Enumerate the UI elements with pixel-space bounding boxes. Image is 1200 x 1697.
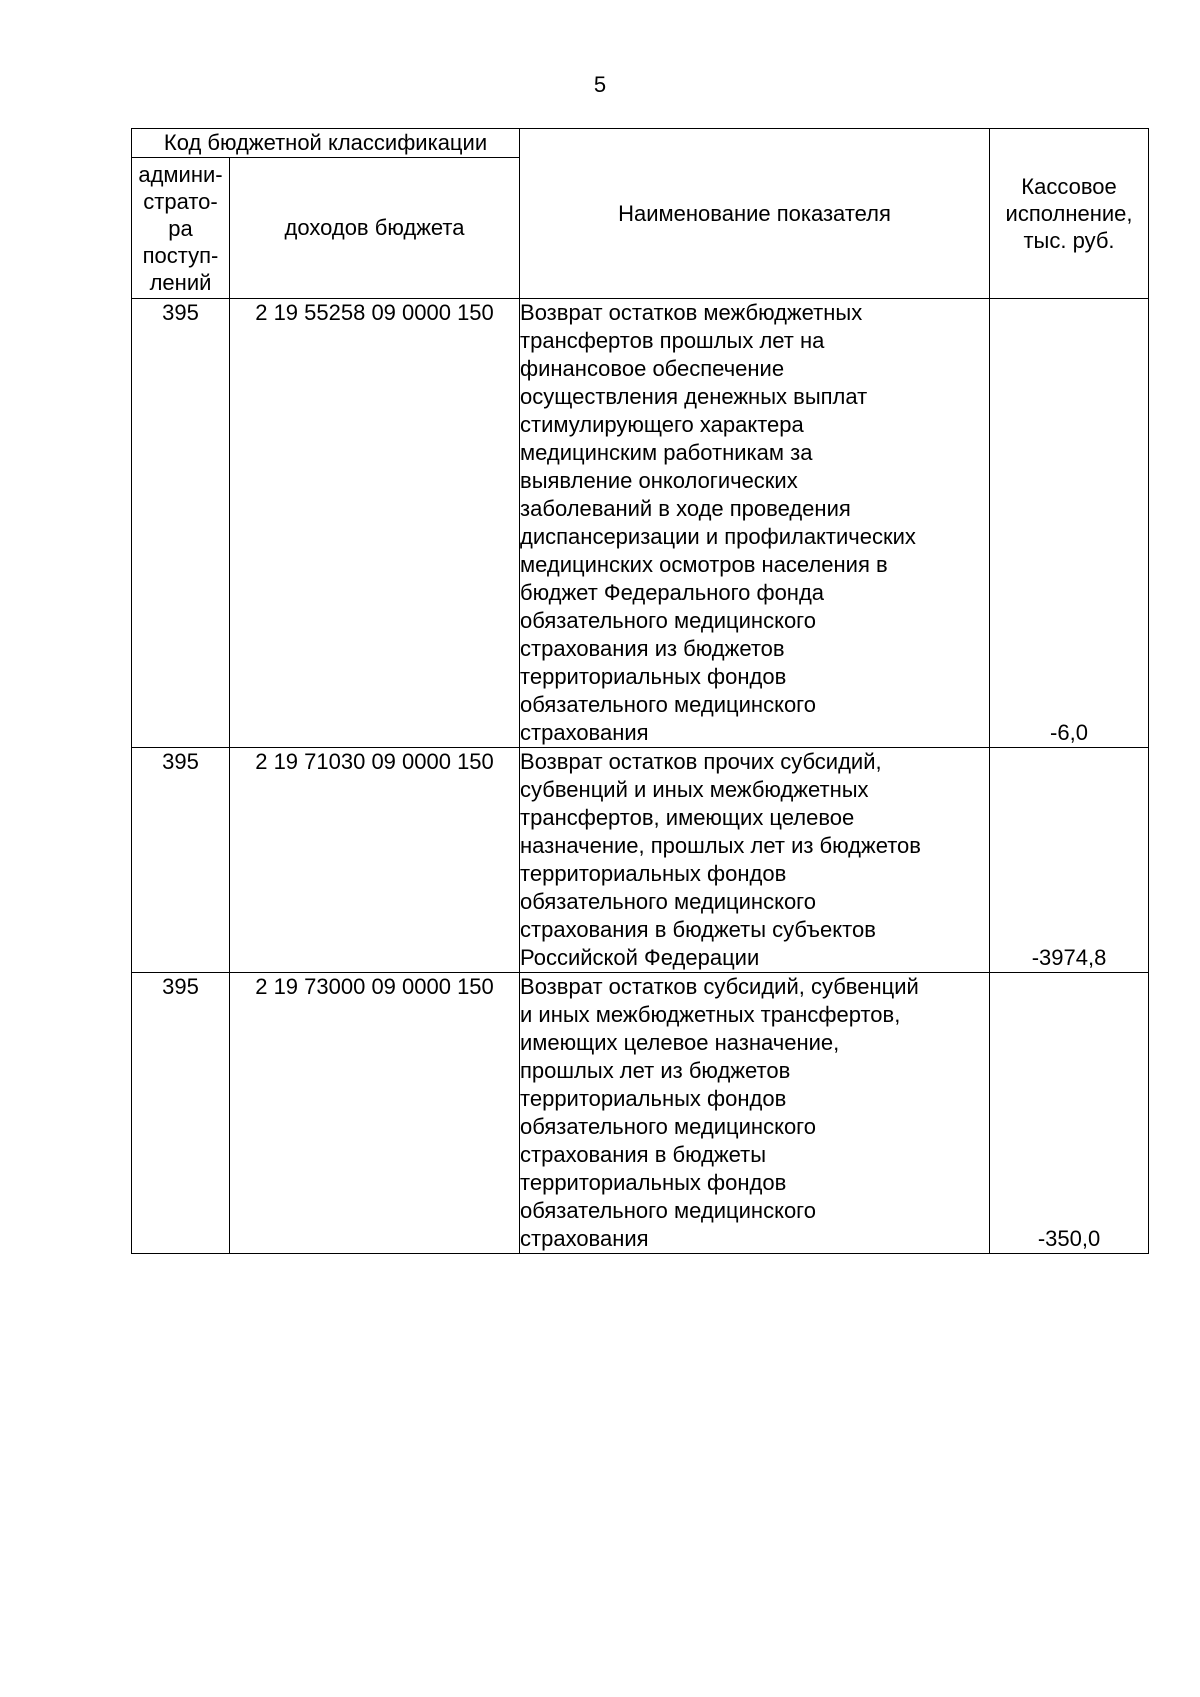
indicator-name-line: осуществления денежных выплат bbox=[520, 384, 868, 409]
indicator-name-line: территориальных фондов bbox=[520, 1086, 787, 1111]
indicator-name-line: трансфертов прошлых лет на bbox=[520, 328, 825, 353]
indicator-name-line: финансовое обеспечение bbox=[520, 356, 785, 381]
administrator-code-cell: 395 bbox=[132, 748, 230, 973]
budget-revenue-code-header: доходов бюджета bbox=[230, 158, 520, 299]
administrator-header-line: поступ- bbox=[142, 242, 219, 268]
indicator-name-line: трансфертов, имеющих целевое bbox=[520, 805, 855, 830]
cash-execution-header bbox=[990, 129, 1149, 299]
indicator-name-cell bbox=[520, 748, 990, 973]
cash-execution-header-line: исполнение, bbox=[1005, 201, 1133, 226]
amount-cell: -6,0 bbox=[990, 299, 1149, 748]
indicator-name-line: обязательного медицинского bbox=[520, 608, 816, 633]
indicator-name-line: Возврат остатков межбюджетных bbox=[520, 300, 863, 325]
administrator-header-line: админи- bbox=[138, 161, 223, 187]
indicator-name-line: территориальных фондов bbox=[520, 664, 787, 689]
indicator-name-line: заболеваний в ходе проведения bbox=[520, 496, 851, 521]
indicator-name-line: Российской Федерации bbox=[520, 945, 760, 970]
indicator-name-line: диспансеризации и профилактических bbox=[520, 524, 916, 549]
indicator-name-line: прошлых лет из бюджетов bbox=[520, 1058, 791, 1083]
indicator-name-line: медицинским работникам за bbox=[520, 440, 813, 465]
indicator-name-line: обязательного медицинского bbox=[520, 889, 816, 914]
indicator-name-line: и иных межбюджетных трансфертов, bbox=[520, 1002, 901, 1027]
administrator-header-line: страто- bbox=[143, 188, 218, 214]
administrator-header-line: лений bbox=[149, 269, 212, 295]
indicator-name-line: медицинских осмотров населения в bbox=[520, 552, 888, 577]
revenue-administrator-header bbox=[132, 158, 230, 299]
page-number: 5 bbox=[593, 72, 607, 97]
table-body bbox=[132, 299, 1149, 1254]
budget-table bbox=[131, 128, 1149, 1254]
amount-cell: -3974,8 bbox=[990, 748, 1149, 973]
cash-execution-header-line: Кассовое bbox=[1021, 174, 1117, 199]
indicator-name-line: обязательного медицинского bbox=[520, 1198, 816, 1223]
indicator-name-line: обязательного медицинского bbox=[520, 1114, 816, 1139]
indicator-name-line: Возврат остатков прочих субсидий, bbox=[520, 749, 882, 774]
indicator-name-line: субвенций и иных межбюджетных bbox=[520, 777, 869, 802]
indicator-name-line: страхования bbox=[520, 720, 649, 745]
revenue-code-cell: 2 19 73000 09 0000 150 bbox=[230, 973, 520, 1254]
budget-classification-header: Код бюджетной классификации bbox=[132, 129, 520, 158]
indicator-name-line: территориальных фондов bbox=[520, 861, 787, 886]
indicator-name-line: имеющих целевое назначение, bbox=[520, 1030, 840, 1055]
indicator-name-line: страхования bbox=[520, 1226, 649, 1251]
administrator-code-cell: 395 bbox=[132, 973, 230, 1254]
indicator-name-line: обязательного медицинского bbox=[520, 692, 816, 717]
indicator-name-cell bbox=[520, 299, 990, 748]
indicator-name-line: страхования в бюджеты bbox=[520, 1142, 767, 1167]
revenue-code-cell: 2 19 71030 09 0000 150 bbox=[230, 748, 520, 973]
revenue-code-cell: 2 19 55258 09 0000 150 bbox=[230, 299, 520, 748]
amount-cell: -350,0 bbox=[990, 973, 1149, 1254]
table-row bbox=[132, 748, 1149, 973]
indicator-name-line: стимулирующего характера bbox=[520, 412, 804, 437]
table-row bbox=[132, 299, 1149, 748]
indicator-name-header: Наименование показателя bbox=[520, 129, 990, 299]
indicator-name-line: назначение, прошлых лет из бюджетов bbox=[520, 833, 921, 858]
indicator-name-line: страхования в бюджеты субъектов bbox=[520, 917, 876, 942]
administrator-header-line: ра bbox=[168, 215, 193, 241]
header-row-group bbox=[132, 129, 1149, 158]
indicator-name-line: территориальных фондов bbox=[520, 1170, 787, 1195]
administrator-code-cell: 395 bbox=[132, 299, 230, 748]
indicator-name-line: страхования из бюджетов bbox=[520, 636, 785, 661]
cash-execution-header-line: тыс. руб. bbox=[1023, 228, 1115, 253]
table-row bbox=[132, 973, 1149, 1254]
indicator-name-line: Возврат остатков субсидий, субвенций bbox=[520, 974, 919, 999]
indicator-name-line: выявление онкологических bbox=[520, 468, 798, 493]
indicator-name-line: бюджет Федерального фонда bbox=[520, 580, 825, 605]
indicator-name-cell bbox=[520, 973, 990, 1254]
